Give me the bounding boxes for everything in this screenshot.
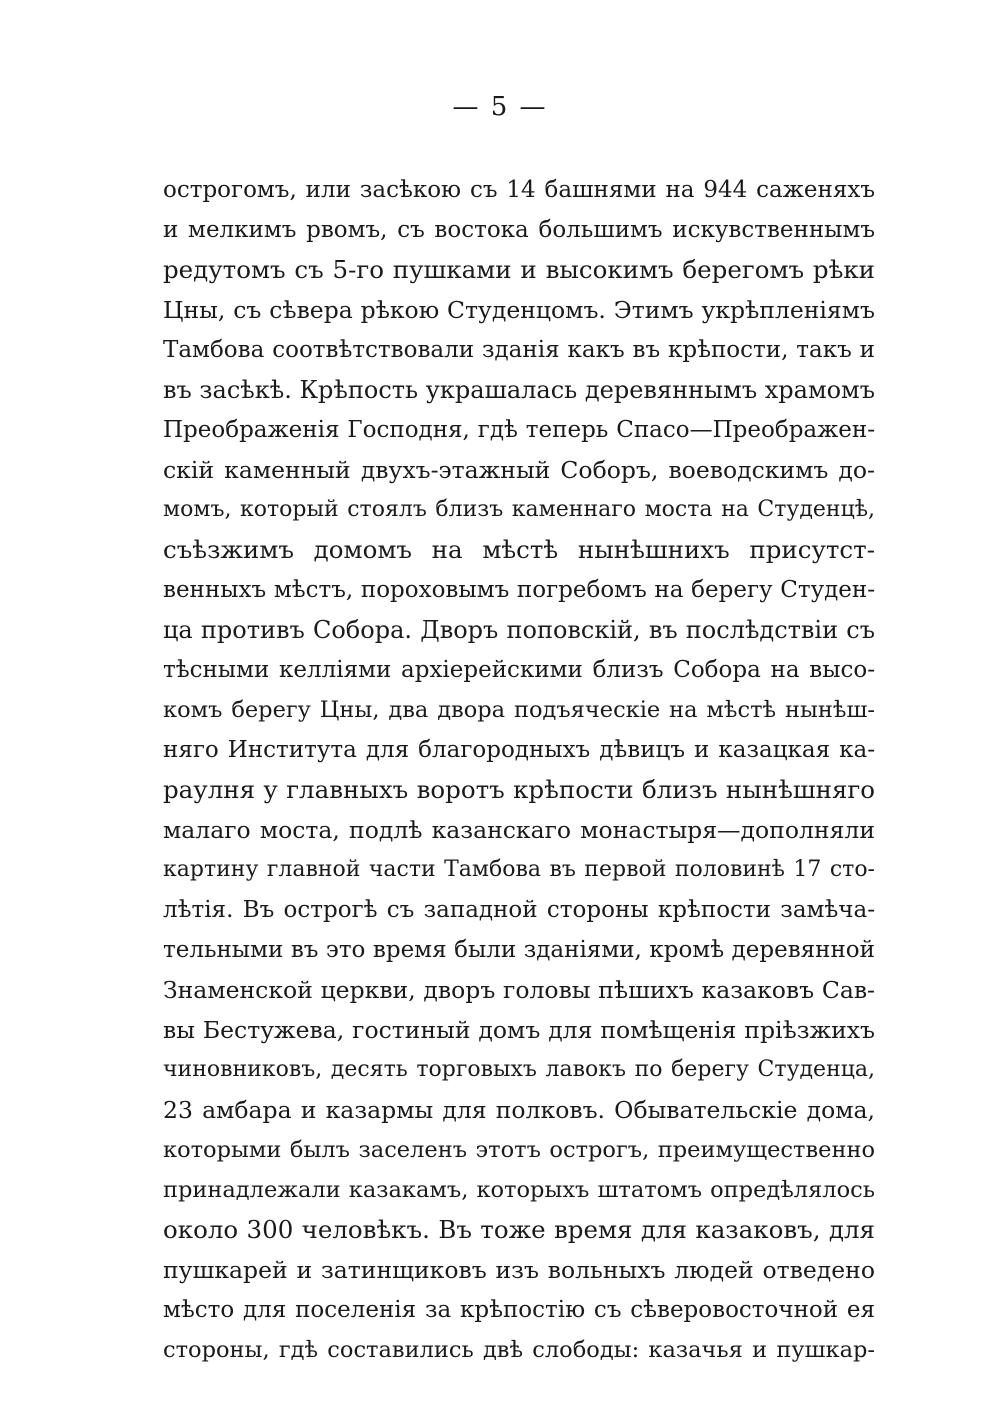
text-line: ца противъ Собора. Дворъ поповскій, въ послѣдствіи съ xyxy=(163,616,875,644)
text-line: принадлежали казакамъ, которыхъ штатомъ опредѣлялось xyxy=(163,1177,875,1203)
text-line: Тамбова соотвѣтствовали зданія какъ въ крѣпости, такъ и xyxy=(163,337,875,363)
page-number: — 5 — xyxy=(452,92,548,122)
text-line: 23 амбара и казармы для полковъ. Обывательскіе дома, xyxy=(163,1096,875,1124)
text-line: около 300 человѣкъ. Въ тоже время для казаковъ, для xyxy=(163,1215,875,1244)
text-line: тельными въ это время были зданіями, кромѣ деревянной xyxy=(163,937,875,963)
text-line: малаго моста, подлѣ казанскаго монастыря—дополняли xyxy=(163,816,875,844)
text-line: редутомъ съ 5-го пушками и высокимъ берегомъ рѣки xyxy=(163,255,875,284)
text-line: Цны, съ сѣвера рѣкою Студенцомъ. Этимъ укрѣпленіямъ xyxy=(163,296,875,324)
text-line: которыми былъ заселенъ этотъ острогъ, преимущественно xyxy=(163,1137,875,1163)
text-line: острогомъ, или засѣкою съ 14 башнями на 944 саженяхъ xyxy=(163,177,875,203)
text-line: венныхъ мѣстъ, пороховымъ погребомъ на берегу Студен- xyxy=(163,577,875,603)
text-line: Преображенія Господня, гдѣ теперь Спасо—Преображен- xyxy=(163,417,875,443)
page-body-text xyxy=(163,170,875,1370)
text-line: съѣзжимъ домомъ на мѣстѣ нынѣшнихъ присутст- xyxy=(163,535,875,564)
text-line: стороны, гдѣ составились двѣ слободы: казачья и пушкар- xyxy=(163,1337,875,1363)
text-line: вы Бестужева, гостиный домъ для помѣщенія пріѣзжихъ xyxy=(163,1016,875,1044)
text-line: картину главной части Тамбова въ первой половинѣ 17 сто- xyxy=(163,857,875,882)
text-line: и мелкимъ рвомъ, съ востока большимъ искувственнымъ xyxy=(163,217,875,243)
text-line: раулня у главныхъ воротъ крѣпости близъ нынѣшняго xyxy=(163,775,875,804)
text-line: момъ, который стоялъ близъ каменнаго моста на Студенцѣ, xyxy=(163,497,875,522)
text-line: чиновниковъ, десять торговыхъ лавокъ по берегу Студенца, xyxy=(163,1057,875,1082)
text-line: тѣсными келліями архіерейскими близъ Собора на высо- xyxy=(163,657,875,683)
text-line: пушкарей и затинщиковъ изъ вольныхъ людей отведено xyxy=(163,1256,875,1284)
text-line: мѣсто для поселенія за крѣпостію съ сѣверовосточной ея xyxy=(163,1297,875,1323)
text-line: комъ берегу Цны, два двора подъяческіе на мѣстѣ нынѣш- xyxy=(163,697,875,723)
text-line: лѣтія. Въ острогѣ съ западной стороны крѣпости замѣча- xyxy=(163,897,875,923)
text-line: скій каменный двухъ-этажный Соборъ, воеводскимъ до- xyxy=(163,456,875,484)
text-line: въ засѣкѣ. Крѣпость украшалась деревяннымъ храмомъ xyxy=(163,376,875,404)
text-line: Знаменской церкви, дворъ головы пѣшихъ казаковъ Сав- xyxy=(163,976,875,1004)
text-line: няго Института для благородныхъ дѣвицъ и казацкая ка- xyxy=(163,737,875,763)
